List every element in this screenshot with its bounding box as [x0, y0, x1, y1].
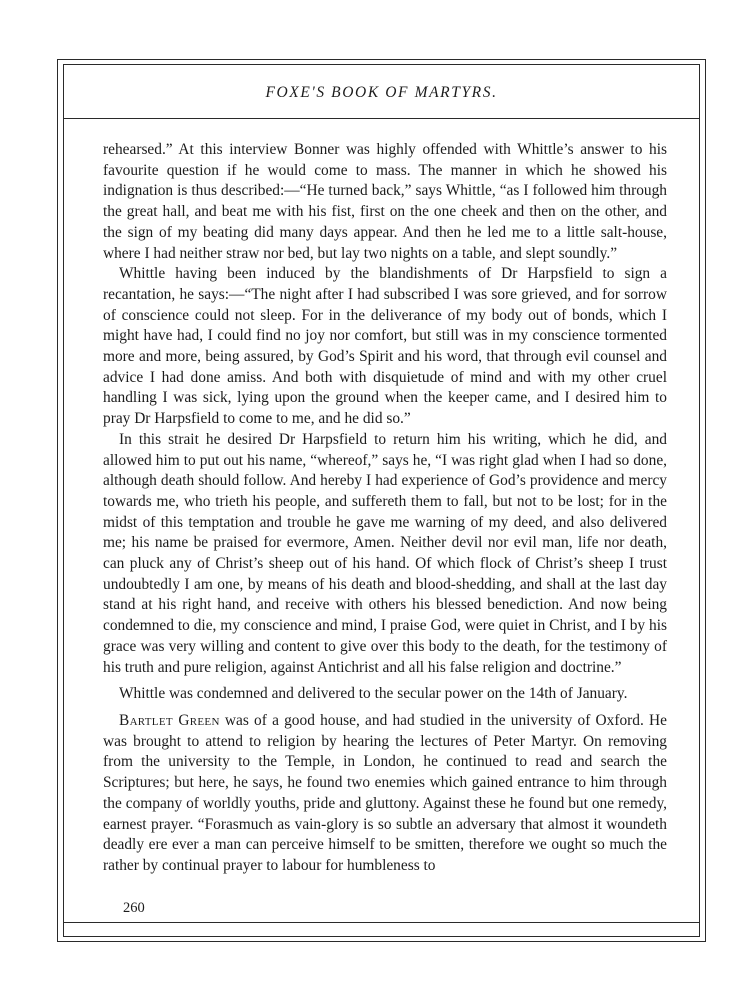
- bottom-rule: [63, 922, 700, 923]
- running-header: [63, 64, 700, 119]
- paragraph-2: Whittle having been induced by the blandishments of Dr Harpsfield to sign a recantation, he says:—“The night after I had subscribed I was sore grieved, and for sorrow of conscience could not sleep. For in the deliverance of my body out of bonds, which I might have had, I could find no joy nor comfort, but still was in my conscience tormented more and more, being assured, by God’s Spirit and his word, that through evil counsel and advice I had done amiss. And both with disquietude of mind and with my other cruel handling I was sick, lying upon the ground when the keeper came, and I desired him to pray Dr Harpsfield to come to me, and he did so.”: [103, 265, 667, 428]
- bartlet-green-name: Bartlet Green: [119, 711, 220, 729]
- page-number: 260: [123, 900, 145, 916]
- paragraph-1: rehearsed.” At this interview Bonner was highly offended with Whittle’s answer to his favourite question if he would come to mass. The manner in which he showed his indignation is thus described:—“He turned back,” says Whittle, “as I followed him through the great hall, and beat me with his fist, first on the one cheek and then on the other, and the sign of my beating did many days appear. And then he led me to a little salt-house, where I had neither straw nor bed, but lay two nights on a table, and slept soundly.”: [103, 141, 667, 262]
- running-title: FOXE'S BOOK OF MARTYRS.: [265, 84, 498, 101]
- paragraph-5-text: was of a good house, and had studied in the university of Oxford. He was brought to attend to religion by hearing the lectures of Peter Martyr. On removing from the university to the Temple, in London, he continued to read and search the Scriptures; but here, he says, he found two enemies which gained entrance to him through the company of worldly youths, pride and gluttony. Against these he found but one remedy, earnest prayer. “Forasmuch as vain-glory is so subtle an adversary that almost it woundeth deadly ere ever a man can perceive himself to be smitten, therefore we ought so much the rather by continual prayer to labour for humbleness to: [103, 711, 667, 874]
- paragraph-4: Whittle was condemned and delivered to the secular power on the 14th of January.: [119, 685, 628, 703]
- paragraph-5: [103, 711, 667, 877]
- paragraph-3: In this strait he desired Dr Harpsfield to return him his writing, which he did, and allowed him to put out his name, “whereof,” says he, “I was right glad when I had so done, although death should follow. And hereby I had experience of God’s providence and mercy towards me, who trieth his people, and suffereth them to fall, but not to be lost; for in the midst of this temptation and trouble he gave me warning of my deed, and also delivered me; his name be praised for evermore, Amen. Neither devil nor evil man, life nor death, can pluck any of Christ’s sheep out of his hand. Of which flock of Christ’s sheep I trust undoubtedly I am one, by means of his death and blood-shedding, and shall at the last day stand at his right hand, and receive with others his blessed benediction. And now being condemned to die, my conscience and mind, I praise God, were quiet in Christ, and I by his grace was very willing and content to give over this body to the death, for the testimony of his truth and pure religion, against Antichrist and all his false religion and doctrine.”: [103, 430, 667, 676]
- body-text: [103, 140, 667, 877]
